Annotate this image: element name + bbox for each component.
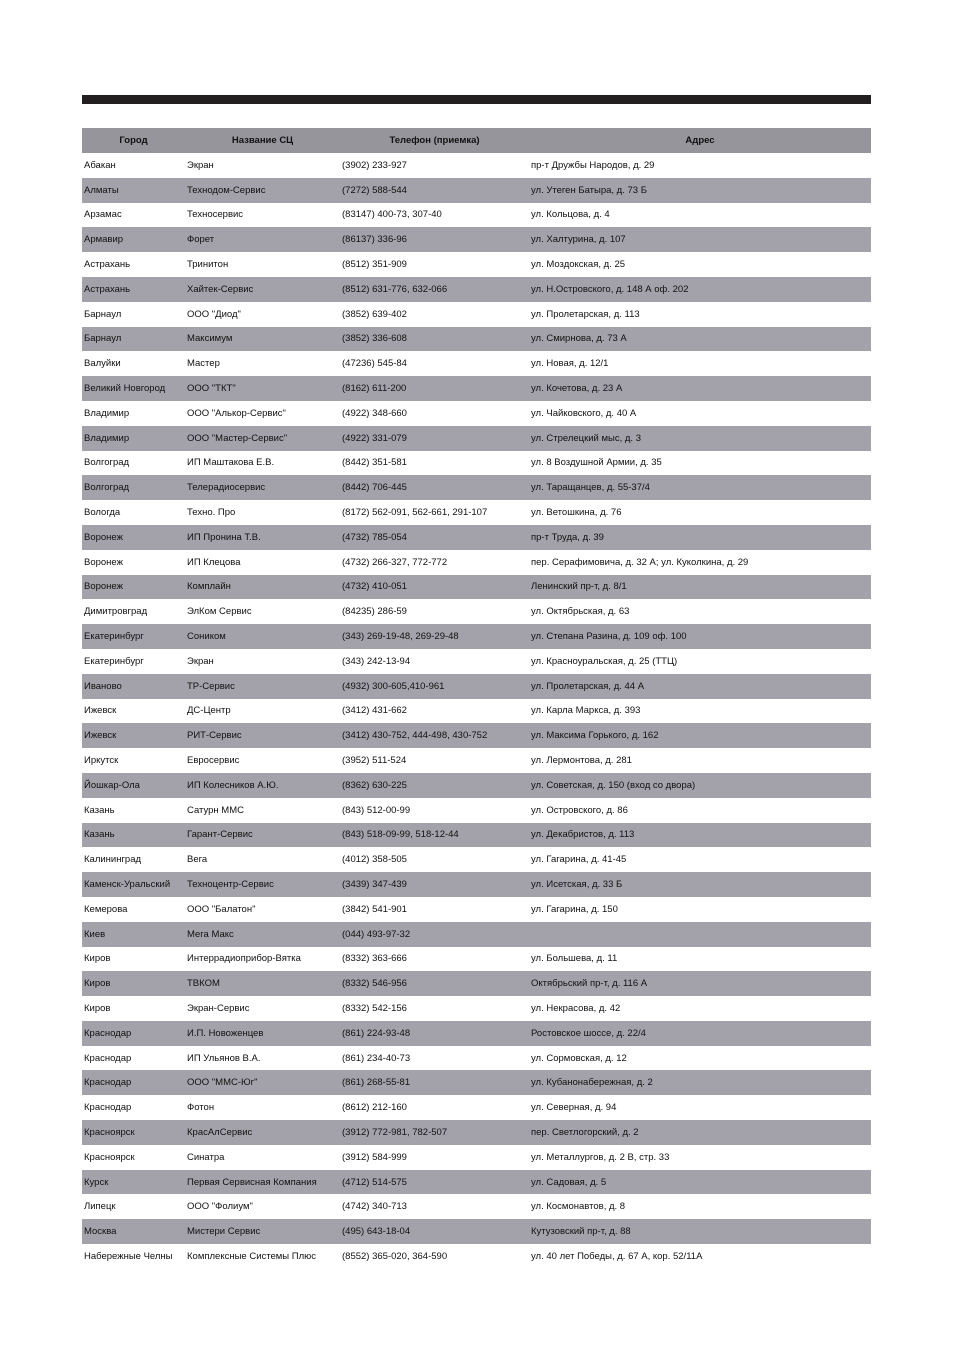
cell-phone: (8552) 365-020, 364-590	[342, 1250, 448, 1262]
cell-service-center: Экран	[187, 655, 214, 667]
cell-city: Великий Новгород	[82, 376, 185, 401]
cell-address: ул. Исетская, д. 33 Б	[529, 872, 871, 897]
cell-address: Ростовское шоссе, д. 22/4	[529, 1021, 871, 1046]
cell-city: Киров	[82, 971, 185, 996]
table-row	[82, 699, 871, 724]
cell-phone: (4922) 331-079	[340, 426, 529, 451]
cell-phone: (8172) 562-091, 562-661, 291-107	[342, 507, 488, 519]
cell-city: Абакан	[84, 159, 116, 171]
cell-city: Каменск-Уральский	[82, 872, 185, 897]
cell-phone: (8612) 212-160	[342, 1102, 407, 1114]
cell-city: Киев	[82, 922, 185, 947]
cell-service-center: ИП Клецова	[187, 556, 241, 568]
table-row	[82, 153, 871, 178]
cell-phone: (4932) 300-605,410-961	[340, 674, 529, 699]
cell-address: ул. Кольцова, д. 4	[531, 209, 610, 221]
cell-address: ул. Смирнова, д. 73 А	[529, 327, 871, 352]
cell-phone: (47236) 545-84	[342, 358, 407, 370]
cell-phone: (3852) 639-402	[342, 308, 407, 320]
cell-service-center: Экран	[187, 159, 214, 171]
table-row	[82, 1219, 871, 1244]
cell-phone: (843) 518-09-99, 518-12-44	[340, 823, 529, 848]
cell-phone: (8332) 546-956	[340, 971, 529, 996]
table-row	[82, 1046, 871, 1071]
cell-phone: (3902) 233-927	[342, 159, 407, 171]
cell-address: Ленинский пр-т, д. 8/1	[529, 575, 871, 600]
cell-city: Липецк	[84, 1201, 116, 1213]
table-row	[82, 971, 871, 996]
header-divider-bar	[82, 95, 871, 104]
table-row	[82, 500, 871, 525]
cell-service-center: Техно. Про	[187, 507, 236, 519]
cell-phone: (3842) 541-901	[342, 903, 407, 915]
cell-phone: (3912) 584-999	[342, 1151, 407, 1163]
cell-phone: (4922) 348-660	[342, 407, 407, 419]
cell-address: ул. Моздокская, д. 25	[531, 259, 626, 271]
cell-address: ул. Гагарина, д. 150	[531, 903, 618, 915]
cell-city: Киров	[84, 953, 111, 965]
cell-address: ул. Октябрьская, д. 63	[531, 606, 630, 618]
cell-service-center: Вега	[187, 854, 208, 866]
cell-city: Краснодар	[84, 1052, 132, 1064]
cell-address: ул. Карла Маркса, д. 393	[531, 705, 641, 717]
cell-city: Валуйки	[84, 358, 121, 370]
cell-phone: (3912) 772-981, 782-507	[340, 1120, 529, 1145]
cell-service-center: ДС-Центр	[187, 705, 231, 717]
cell-service-center: ООО "Мастер-Сервис"	[185, 426, 340, 451]
cell-phone: (861) 224-93-48	[340, 1021, 529, 1046]
cell-phone: (4732) 266-327, 772-772	[342, 556, 448, 568]
cell-address: ул. Чайковского, д. 40 А	[531, 407, 637, 419]
table-row	[82, 823, 871, 848]
cell-address: ул. 8 Воздушной Армии, д. 35	[531, 457, 662, 469]
cell-service-center: Первая Сервисная Компания	[185, 1170, 340, 1195]
table-row	[82, 897, 871, 922]
cell-city: Екатеринбург	[84, 655, 144, 667]
cell-address: ул. Островского, д. 86	[531, 804, 628, 816]
table-header-row	[82, 128, 871, 153]
table-row	[82, 624, 871, 649]
cell-city: Арзамас	[84, 209, 122, 221]
cell-service-center: Фотон	[187, 1102, 215, 1114]
cell-service-center: ИП Колесников А.Ю.	[185, 773, 340, 798]
table-row	[82, 1170, 871, 1195]
cell-service-center: Технодом-Сервис	[185, 178, 340, 203]
cell-phone: (3852) 336-608	[340, 327, 529, 352]
table-row	[82, 947, 871, 972]
table-row	[82, 1021, 871, 1046]
cell-city: Воронеж	[82, 575, 185, 600]
cell-city: Набережные Челны	[84, 1250, 173, 1262]
table-row	[82, 475, 871, 500]
cell-phone: (343) 242-13-94	[342, 655, 411, 667]
table-row	[82, 351, 871, 376]
table-row	[82, 748, 871, 773]
cell-address: ул. Металлургов, д. 2 В, стр. 33	[531, 1151, 670, 1163]
cell-service-center: Мастер	[187, 358, 220, 370]
table-row	[82, 847, 871, 872]
cell-city: Екатеринбург	[82, 624, 185, 649]
table-row	[82, 674, 871, 699]
cell-phone: (4742) 340-713	[342, 1201, 407, 1213]
cell-phone: (861) 268-55-81	[340, 1070, 529, 1095]
cell-city: Волгоград	[84, 457, 130, 469]
cell-service-center: Максимум	[185, 327, 340, 352]
cell-city: Казань	[82, 823, 185, 848]
cell-address: ул. Пролетарская, д. 113	[531, 308, 640, 320]
table-row	[82, 872, 871, 897]
table-row	[82, 203, 871, 228]
table-row	[82, 227, 871, 252]
table-row	[82, 327, 871, 352]
cell-phone: (84235) 286-59	[342, 606, 407, 618]
cell-service-center: ИП Маштакова Е.В.	[187, 457, 275, 469]
cell-address: ул. Н.Островского, д. 148 А оф. 202	[529, 277, 871, 302]
table-row	[82, 550, 871, 575]
cell-city: Калининград	[84, 854, 142, 866]
cell-address: ул. Халтурина, д. 107	[529, 227, 871, 252]
cell-service-center: Мега Макс	[185, 922, 340, 947]
cell-service-center: Хайтек-Сервис	[185, 277, 340, 302]
cell-service-center: И.П. Новоженцев	[185, 1021, 340, 1046]
cell-service-center: Форет	[185, 227, 340, 252]
cell-service-center: ООО "Фолиум"	[187, 1201, 253, 1213]
cell-phone: (495) 643-18-04	[340, 1219, 529, 1244]
cell-city: Воронеж	[82, 525, 185, 550]
cell-service-center: Интеррадиоприбор-Вятка	[187, 953, 301, 965]
table-row	[82, 302, 871, 327]
cell-phone: (7272) 588-544	[340, 178, 529, 203]
cell-phone: (8512) 631-776, 632-066	[340, 277, 529, 302]
cell-service-center: Техносервис	[187, 209, 244, 221]
table-row	[82, 376, 871, 401]
cell-phone: (3412) 430-752, 444-498, 430-752	[340, 723, 529, 748]
cell-address: ул. Красноуральская, д. 25 (ТТЦ)	[531, 655, 678, 667]
cell-phone: (8442) 351-581	[342, 457, 407, 469]
cell-service-center: ЭлКом Сервис	[187, 606, 252, 618]
cell-service-center: РИТ-Сервис	[185, 723, 340, 748]
cell-address: ул. Кубанонабережная, д. 2	[529, 1070, 871, 1095]
cell-address: ул. Таращанцев, д. 55-37/4	[529, 475, 871, 500]
cell-phone: (8442) 706-445	[340, 475, 529, 500]
cell-phone: (861) 234-40-73	[342, 1052, 411, 1064]
table-row	[82, 723, 871, 748]
cell-address: ул. Гагарина, д. 41-45	[531, 854, 627, 866]
cell-city: Алматы	[82, 178, 185, 203]
cell-city: Астрахань	[84, 259, 131, 271]
cell-service-center: ООО "ТКТ"	[185, 376, 340, 401]
cell-city: Ижевск	[82, 723, 185, 748]
cell-service-center: КрасАлСервис	[185, 1120, 340, 1145]
cell-service-center: Комплексные Системы Плюс	[187, 1250, 317, 1262]
cell-phone: (343) 269-19-48, 269-29-48	[340, 624, 529, 649]
cell-phone: (3412) 431-662	[342, 705, 407, 717]
cell-phone: (8332) 542-156	[342, 1002, 407, 1014]
cell-city: Владимир	[84, 407, 130, 419]
cell-city: Казань	[84, 804, 115, 816]
cell-service-center: Телерадиосервис	[185, 475, 340, 500]
cell-city: Кемерова	[84, 903, 128, 915]
cell-phone: (4712) 514-575	[340, 1170, 529, 1195]
cell-city: Киров	[84, 1002, 111, 1014]
column-header-city: Город	[82, 128, 185, 153]
table-row	[82, 401, 871, 426]
cell-service-center: Экран-Сервис	[187, 1002, 250, 1014]
cell-phone: (8332) 363-666	[342, 953, 407, 965]
cell-address: Кутузовский пр-т, д. 88	[529, 1219, 871, 1244]
cell-address: Октябрьский пр-т, д. 116 А	[529, 971, 871, 996]
cell-city: Владимир	[82, 426, 185, 451]
table-row	[82, 922, 871, 947]
cell-service-center: Техноцентр-Сервис	[185, 872, 340, 897]
cell-service-center: Евросервис	[187, 755, 240, 767]
cell-city: Вологда	[84, 507, 121, 519]
cell-city: Волгоград	[82, 475, 185, 500]
cell-phone: (86137) 336-96	[340, 227, 529, 252]
table-row	[82, 599, 871, 624]
cell-service-center: ТВКОМ	[185, 971, 340, 996]
cell-address: ул. Кочетова, д. 23 А	[529, 376, 871, 401]
table-row	[82, 252, 871, 277]
cell-city: Армавир	[82, 227, 185, 252]
column-header-service-center: Название СЦ	[185, 128, 340, 153]
cell-address: ул. Новая, д. 12/1	[531, 358, 609, 370]
cell-city: Иркутск	[84, 755, 119, 767]
cell-address: ул. Лермонтова, д. 281	[531, 755, 632, 767]
cell-address: ул. 40 лет Победы, д. 67 А, кор. 52/11А	[531, 1250, 703, 1262]
cell-service-center: ООО "ММС-Юг"	[185, 1070, 340, 1095]
cell-service-center: Сатурн ММС	[187, 804, 244, 816]
cell-phone: (8162) 611-200	[340, 376, 529, 401]
table-row	[82, 649, 871, 674]
table-row	[82, 996, 871, 1021]
cell-service-center: Комплайн	[185, 575, 340, 600]
cell-city: Барнаул	[82, 327, 185, 352]
cell-service-center: Гарант-Сервис	[185, 823, 340, 848]
cell-address: пр-т Дружбы Народов, д. 29	[531, 159, 655, 171]
cell-address: ул. Сормовская, д. 12	[531, 1052, 627, 1064]
cell-address: ул. Ветошкина, д. 76	[531, 507, 622, 519]
cell-service-center: Мистери Сервис	[185, 1219, 340, 1244]
cell-service-center: ИП Ульянов В.А.	[187, 1052, 261, 1064]
table-row	[82, 1095, 871, 1120]
cell-phone: (044) 493-97-32	[340, 922, 529, 947]
cell-address: пр-т Труда, д. 39	[529, 525, 871, 550]
table-row	[82, 1120, 871, 1145]
cell-city: Воронеж	[84, 556, 123, 568]
cell-address: ул. Максима Горького, д. 162	[529, 723, 871, 748]
table-row	[82, 277, 871, 302]
cell-city: Москва	[82, 1219, 185, 1244]
cell-service-center: Соником	[185, 624, 340, 649]
cell-city: Краснодар	[84, 1102, 132, 1114]
cell-city: Красноярск	[82, 1120, 185, 1145]
column-header-address: Адрес	[529, 128, 871, 153]
cell-city: Краснодар	[82, 1070, 185, 1095]
cell-city: Иваново	[82, 674, 185, 699]
cell-address: ул. Утеген Батыра, д. 73 Б	[529, 178, 871, 203]
table-row	[82, 798, 871, 823]
cell-service-center: Синатра	[187, 1151, 225, 1163]
table-body	[82, 153, 871, 1269]
column-header-phone: Телефон (приемка)	[340, 128, 529, 153]
table-row	[82, 451, 871, 476]
cell-city: Краснодар	[82, 1021, 185, 1046]
table-row	[82, 1145, 871, 1170]
cell-phone: (8512) 351-909	[342, 259, 407, 271]
cell-address	[529, 922, 871, 947]
cell-city: Ижевск	[84, 705, 117, 717]
table-row	[82, 178, 871, 203]
cell-service-center: ТР-Сервис	[185, 674, 340, 699]
table-row	[82, 773, 871, 798]
cell-phone: (83147) 400-73, 307-40	[342, 209, 442, 221]
table-row	[82, 1244, 871, 1269]
cell-city: Йошкар-Ола	[82, 773, 185, 798]
cell-city: Астрахань	[82, 277, 185, 302]
cell-address: ул. Степана Разина, д. 109 оф. 100	[529, 624, 871, 649]
cell-city: Красноярск	[84, 1151, 135, 1163]
cell-phone: (4012) 358-505	[342, 854, 407, 866]
cell-address: ул. Стрелецкий мыс, д. 3	[529, 426, 871, 451]
cell-address: ул. Некрасова, д. 42	[531, 1002, 621, 1014]
table-row	[82, 1194, 871, 1219]
cell-phone: (4732) 410-051	[340, 575, 529, 600]
cell-address: ул. Пролетарская, д. 44 А	[529, 674, 871, 699]
cell-service-center: ООО "Диод"	[187, 308, 241, 320]
cell-address: ул. Большева, д. 11	[531, 953, 618, 965]
table-row	[82, 575, 871, 600]
table-row	[82, 426, 871, 451]
cell-city: Димитровград	[84, 606, 148, 618]
cell-address: пер. Светлогорский, д. 2	[529, 1120, 871, 1145]
cell-phone: (4732) 785-054	[340, 525, 529, 550]
cell-address: ул. Садовая, д. 5	[529, 1170, 871, 1195]
cell-address: ул. Северная, д. 94	[531, 1102, 617, 1114]
cell-phone: (8362) 630-225	[340, 773, 529, 798]
cell-service-center: Тринитон	[187, 259, 229, 271]
table-row	[82, 1070, 871, 1095]
table-row	[82, 525, 871, 550]
cell-address: ул. Советская, д. 150 (вход со двора)	[529, 773, 871, 798]
cell-phone: (3952) 511-524	[342, 755, 407, 767]
cell-city: Курск	[82, 1170, 185, 1195]
cell-phone: (843) 512-00-99	[342, 804, 411, 816]
cell-address: ул. Декабристов, д. 113	[529, 823, 871, 848]
cell-service-center: ООО "Алькор-Сервис"	[187, 407, 286, 419]
cell-service-center: ИП Пронина Т.В.	[185, 525, 340, 550]
cell-phone: (3439) 347-439	[340, 872, 529, 897]
service-centers-table	[82, 128, 871, 1269]
cell-service-center: ООО "Балатон"	[187, 903, 256, 915]
cell-city: Барнаул	[84, 308, 122, 320]
cell-address: пер. Серафимовича, д. 32 А; ул. Куколкина, д. 29	[531, 556, 749, 568]
cell-address: ул. Космонавтов, д. 8	[531, 1201, 626, 1213]
